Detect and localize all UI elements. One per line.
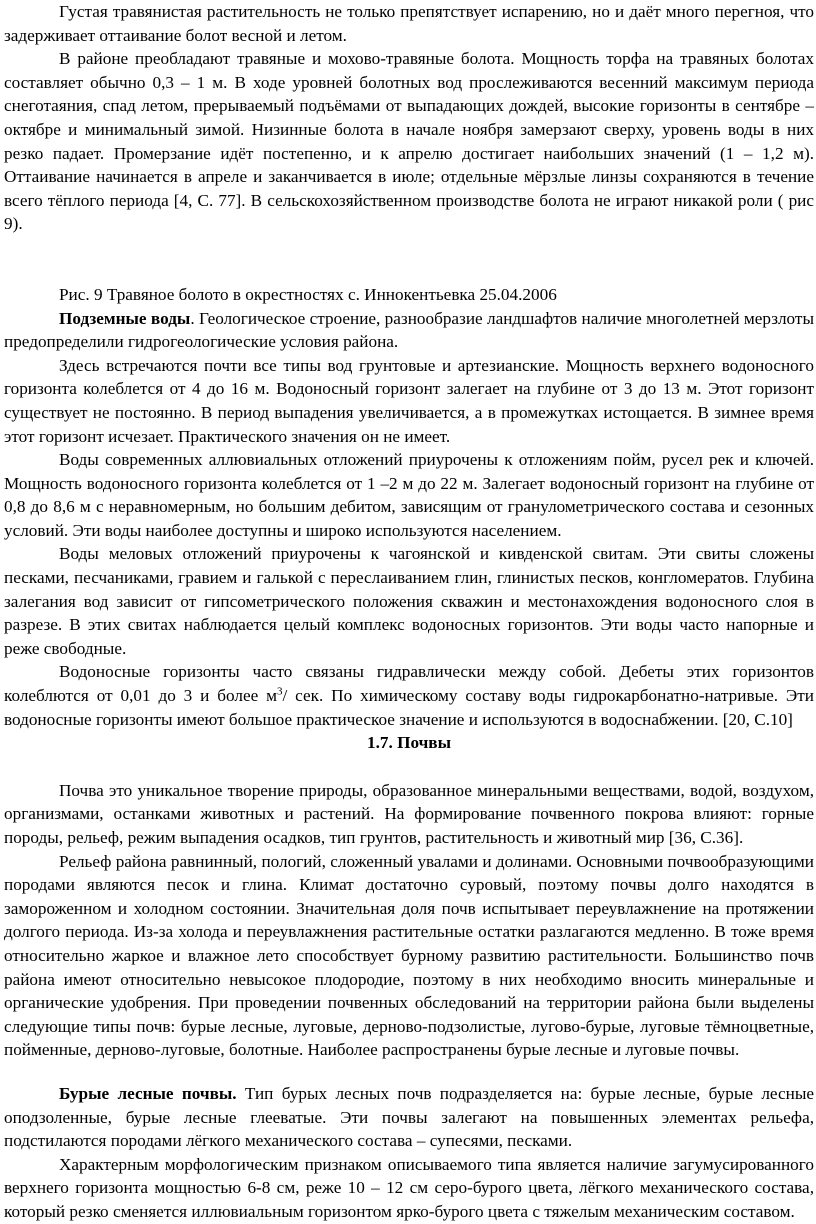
aquifer-text-b: / сек. По химическому составу воды гидрокарбонатно-натривые. Эти водоносные горизонты имеют большое практическое значение и используются в водоснабжении. [20, С.10]	[4, 686, 814, 729]
section-heading-soils: 1.7. Почвы	[367, 733, 451, 753]
cubic-superscript: 3	[277, 685, 283, 698]
aquifer-text-a: Водоносные горизонты часто связаны гидравлически между собой. Дебеты этих горизонтов колеблются от 0,01 до 3 и более м	[4, 662, 814, 706]
paragraph-brown-forest-soils	[4, 1082, 814, 1153]
paragraph-gap	[4, 1062, 814, 1082]
paragraph-aquifer-connection	[4, 660, 814, 731]
figure-space	[4, 236, 814, 283]
groundwater-text: . Геологическое строение, разнообразие ландшафтов наличие многолетней мерзлоты предопределили гидрогеологические условия района.	[4, 308, 814, 352]
paragraph-alluvial-waters: Воды современных аллювиальных отложений приурочены к отложениям пойм, русел рек и ключей. Мощность водоносного горизонта колеблется от 1 –2 м до 22 м. Залегает водоносный горизонт на глубине от 0,8 до 8,6 м с неравномерным, но большим дебитом, зависящим от гранулометрического состава и сезонных условий. Эти воды наиболее доступны и широко используются населением.	[4, 450, 814, 540]
brown-forest-term: Бурые лесные почвы.	[59, 1083, 237, 1103]
heading-gap	[4, 755, 814, 779]
paragraph-upper-aquifer: Здесь встречаются почти все типы вод грунтовые и артезианские. Мощность верхнего водоносного горизонта колеблется от 4 до 16 м. Водоносный горизонт залегает на глубине от 3 до 13 м. Этот горизонт существует не постоянно. В период выпадения увеличивается, а в промежутках истощается. В зимнее время этот горизонт исчезает. Практического значения он не имеет.	[4, 355, 814, 446]
paragraph-relief-soils: Рельеф района равнинный, пологий, сложенный увалами и долинами. Основными почвообразующими породами являются песок и глина. Климат достаточно суровый, поэтому почвы долго находятся в замороженном и холодном состоянии. Значительная доля почв испытывает переувлажнение на протяжении долгого периода. Из-за холода и переувлажнения растительные остатки разлагаются медленно. В тоже время относительно жаркое и влажное лето способствует бурному развитию растительности. Большинство почв района имеют относительно невысокое плодородие, поэтому в них необходимо вносить минеральные и органические удобрения. При проведении почвенных обследований на территории района были выделены следующие типы почв: бурые лесные, луговые, дерново-подзолистые, лугово-бурые, луговые тёмноцветные, пойменные, дерново-луговые, болотные. Наиболее распространены бурые лесные и луговые почвы.	[4, 851, 814, 1060]
paragraph-soil-definition: Почва это уникальное творение природы, образованное минеральными веществами, водой, воздухом, организмами, останками животных и растений. На формирование почвенного покрова влияют: горные породы, рельеф, режим выпадения осадков, тип грунтов, растительность и животный мир [36, С.36].	[4, 780, 814, 847]
paragraph-swamps: В районе преобладают травяные и мохово-травяные болота. Мощность торфа на травяных болотах составляет обычно 0,3 – 1 м. В ходе уровней болотных вод прослеживаются весенний максимум периода снеготаяния, спад летом, прерываемый подъёмами от выпадающих дождей, высокие горизонты в сентябре – октябре и минимальный зимой. Низинные болота в начале ноября замерзают сверху, уровень воды в них резко падает. Промерзание идёт постепенно, и к апрелю достигает наибольших значений (1 – 1,2 м). Оттаивание начинается в апреле и заканчивается в июле; отдельные мёрзлые линзы сохраняются в течение всего тёплого периода [4, С. 77]. В сельскохозяйственном производстве болота не играют никакой роли ( рис 9).	[4, 49, 814, 234]
paragraph-cretaceous-waters: Воды меловых отложений приурочены к чагоянской и кивденской свитам. Эти свиты сложены песками, песчаниками, гравием и галькой с переслаиванием глин, глинистых песков, конгломератов. Глубина залегания вод зависит от гипсометрического положения скважин и местонахождения водоносного слоя в разрезе. В этих свитах наблюдается целый комплекс водоносных горизонтов. Эти воды часто напорные и реже свободные.	[4, 544, 814, 658]
figure-caption: Рис. 9 Травяное болото в окрестностях с. Иннокентьевка 25.04.2006	[59, 284, 557, 304]
paragraph-groundwater	[4, 307, 814, 354]
paragraph-vegetation: Густая травянистая растительность не только препятствует испарению, но и даёт много перегноя, что задерживает оттаивание болот весной и летом.	[4, 2, 814, 45]
groundwater-term: Подземные воды	[59, 308, 191, 328]
paragraph-morphology: Характерным морфологическим признаком описываемого типа является наличие загумусированного верхнего горизонта мощностью 6-8 см, реже 10 – 12 см серо-бурого цвета, лёгкого механического состава, который резко сменяется иллювиальным горизонтом ярко-бурого цвета с тяжелым механическим составом.	[4, 1154, 814, 1221]
brown-forest-text: Тип бурых лесных почв подразделяется на: бурые лесные, бурые лесные оподзоленные, бурые лесные глееватые. Эти почвы залегают на повышенных элементах рельефа, подстилаются породами лёгкого механического состава – супесями, песками.	[4, 1083, 814, 1151]
